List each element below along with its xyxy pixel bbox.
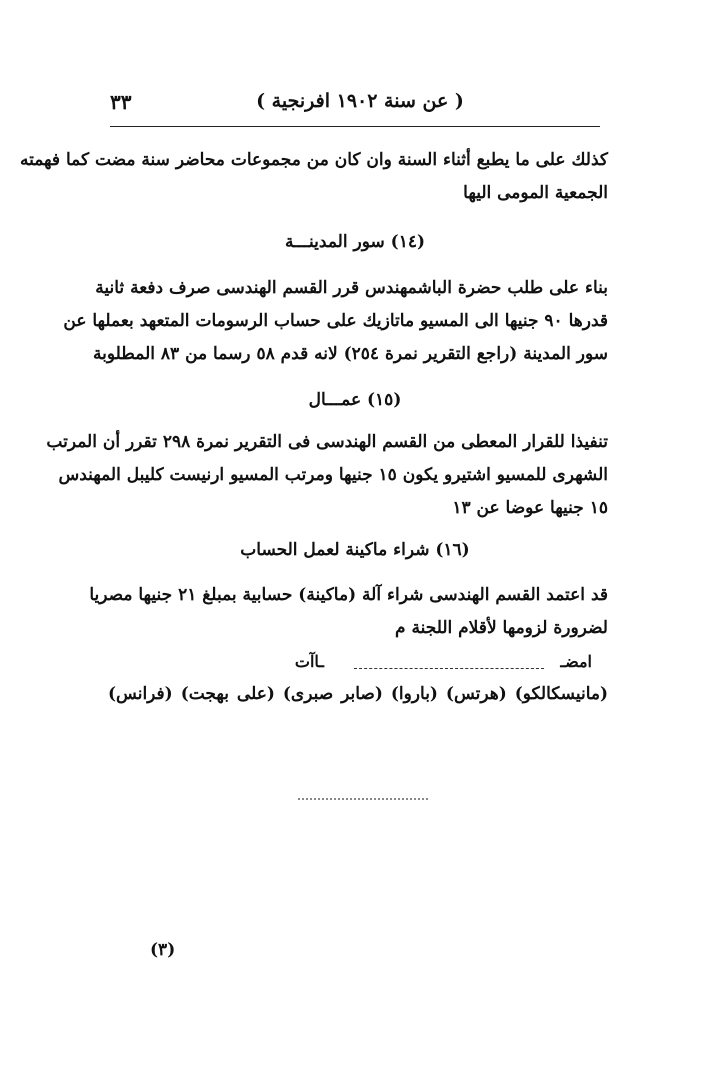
- signature-dash: [354, 668, 544, 669]
- section-14-heading: (١٤) سور المدينـــة: [285, 232, 425, 252]
- section-15-line-2: الشهرى للمسيو اشتيرو يكون ١٥ جنيها ومرتب المسيو ارنيست كليبل المهندس: [58, 465, 608, 485]
- intro-line-2: الجمعية المومى اليها: [463, 183, 608, 203]
- sheet-number: (٣): [150, 940, 176, 960]
- section-16-heading: (١٦) شراء ماكينة لعمل الحساب: [240, 540, 470, 560]
- signatory-name: (صابر صبرى): [282, 684, 383, 704]
- signatory-name: (على بهجت): [180, 684, 275, 704]
- section-15-line-3: ١٥ جنيها عوضا عن ١٣: [452, 498, 608, 518]
- section-16-line-2: لضرورة لزومها لأقلام اللجنة م: [395, 618, 608, 638]
- signature-label-end: ـاآت: [294, 652, 324, 671]
- page-number: ٣٣: [110, 90, 132, 114]
- signatory-names: [108, 684, 608, 704]
- signature-label: امضـ: [560, 652, 592, 671]
- signatory-name: (هرتس): [445, 684, 507, 704]
- section-16-line-1: قد اعتمد القسم الهندسى شراء آلة (ماكينة) حسابية بمبلغ ٢١ جنيها مصريا: [89, 585, 608, 605]
- section-14-line-3: سور المدينة (راجع التقرير نمرة ٢٥٤) لانه قدم ٥٨ رسما من ٨٣ المطلوبة: [93, 344, 608, 364]
- section-15-line-1: تنفيذا للقرار المعطى من القسم الهندسى فى التقرير نمرة ٢٩٨ تقرر أن المرتب: [46, 432, 608, 452]
- page-header-title: ( عن سنة ١٩٠٢ افرنجية ): [256, 90, 464, 112]
- section-separator: [298, 798, 428, 800]
- intro-line-1: كذلك على ما يطبع أثناء السنة وان كان من مجموعات محاضر سنة مضت كما فهمته: [19, 150, 608, 170]
- signatory-name: (فرانس): [108, 684, 173, 704]
- signatory-name: (مانيسكالكو): [514, 684, 609, 704]
- signatory-name: (باروا): [390, 684, 438, 704]
- section-14-line-1: بناء على طلب حضرة الباشمهندس قرر القسم الهندسى صرف دفعة ثانية: [95, 278, 608, 298]
- section-15-heading: (١٥) عمـــال: [308, 390, 402, 410]
- section-14-line-2: قدرها ٩٠ جنيها الى المسيو ماتازيك على حساب الرسومات المتعهد بعملها عن: [63, 311, 608, 331]
- header-rule: [110, 126, 600, 127]
